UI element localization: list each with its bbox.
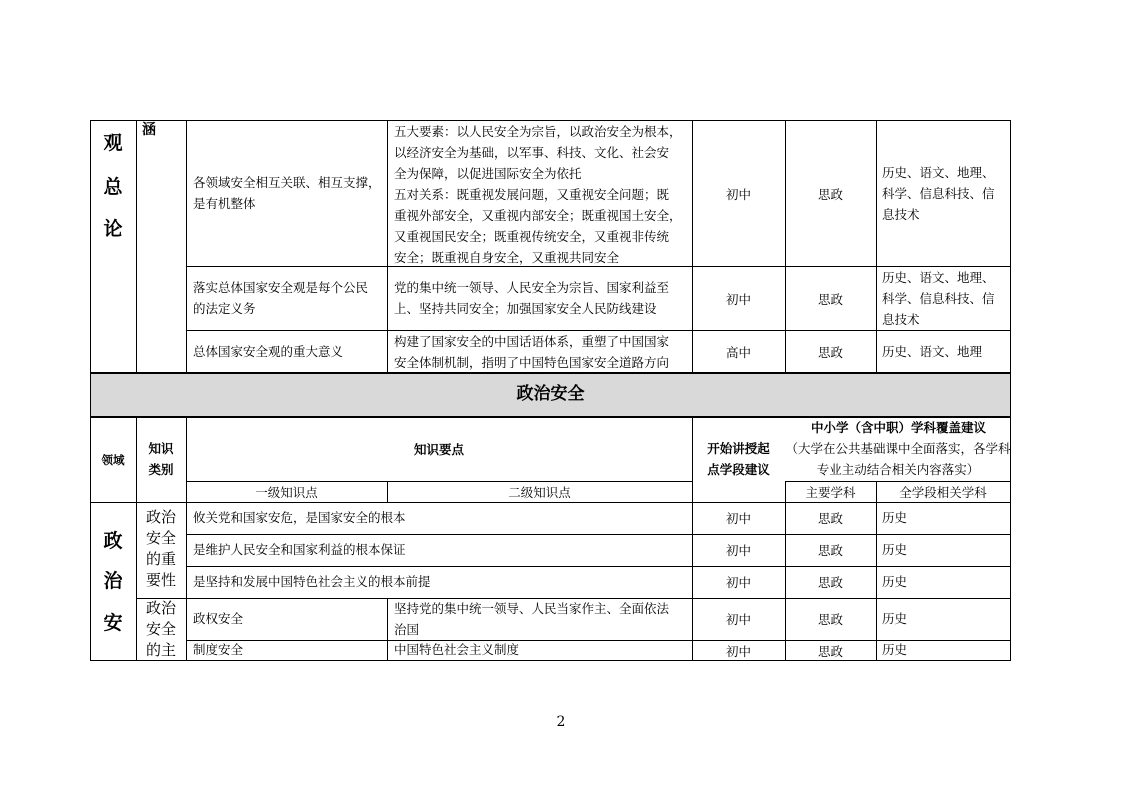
main-subject-cell: 思政 xyxy=(817,345,843,360)
stage-cell: 初中 xyxy=(725,644,751,659)
header-related-subject: 全学段相关学科 xyxy=(899,485,987,500)
stage-cell: 初中 xyxy=(725,612,751,627)
stage-cell: 初中 xyxy=(725,543,751,558)
level2-point: 五大要素：以人民安全为宗旨，以政治安全为根本， 以经济安全为基础，以军事、科技、文化、社会安 全为保障，以促进国际安全为依托 五对关系：既重视发展问题，又重视安全问题；既 重视外部安全，又重视内部安全；既重视国土安全， 又重视国民安全；既重视传统安全，又重视非传统 安全；既重视自身安全，又重视共同安全 xyxy=(394,124,682,265)
level1-point: 各领域安全相互关联、相互支撑，是有机整体 xyxy=(193,175,381,211)
level2-point: 中国特色社会主义制度 xyxy=(394,642,520,657)
stage-cell: 初中 xyxy=(725,187,751,202)
level1-point: 是维护人民安全和国家利益的根本保证 xyxy=(193,542,406,557)
page-number: 2 xyxy=(556,714,566,730)
level2-point: 党的集中统一领导、人民安全为宗旨、国家利益至 上、坚持共同安全；加强国家安全人民防线建设 xyxy=(394,280,670,316)
related-subject-cell: 历史 xyxy=(882,542,908,557)
header-level1: 一级知识点 xyxy=(255,485,318,500)
related-subject-cell: 历史 xyxy=(882,611,908,626)
stage-cell: 初中 xyxy=(725,575,751,590)
header-knowledge-points: 知识要点 xyxy=(413,442,464,457)
main-subject-cell: 思政 xyxy=(817,543,843,558)
main-subject-cell: 思政 xyxy=(817,187,843,202)
header-domain: 领域 xyxy=(101,453,125,467)
header-main-subject: 主要学科 xyxy=(805,485,856,500)
section-title: 政治安全 xyxy=(516,384,585,404)
related-subject-cell: 历史 xyxy=(882,510,908,525)
level2-point: 坚持党的集中统一领导、人民当家作主、全面依法 治国 xyxy=(394,601,670,637)
category-importance: 政治 安全 的重 要性 xyxy=(145,508,176,589)
related-subject-cell: 历史、语文、地理 xyxy=(882,344,983,359)
main-subject-cell: 思政 xyxy=(817,644,843,659)
domain-char: 论 xyxy=(103,218,123,240)
level2-point: 构建了国家安全的中国话语体系，重塑了中国国家 安全体制机制，指明了中国特色国家安全道路方向 xyxy=(394,334,670,370)
domain-char: 总 xyxy=(103,176,123,198)
level1-point: 是坚持和发展中国特色社会主义的根本前提 xyxy=(193,574,431,589)
related-subject-cell: 历史、语文、地理、 科学、信息科技、信 息技术 xyxy=(882,165,995,222)
header-coverage-title: 中小学（含中职）学科覆盖建议 xyxy=(810,420,986,435)
domain-char: 治 xyxy=(103,570,123,592)
related-subject-cell: 历史 xyxy=(882,642,908,657)
level1-point: 落实总体国家安全观是每个公民 的法定义务 xyxy=(193,280,369,316)
domain-char: 安 xyxy=(103,612,123,634)
category-main: 政治 安全 的主 xyxy=(145,599,176,659)
main-subject-cell: 思政 xyxy=(817,292,843,307)
level1-point: 攸关党和国家安危，是国家安全的根本 xyxy=(193,510,406,525)
related-subject-cell: 历史 xyxy=(882,574,908,589)
level1-point: 政权安全 xyxy=(193,611,244,626)
domain-char: 政 xyxy=(103,530,123,552)
header-stage: 开始讲授起 点学段建议 xyxy=(707,441,770,477)
level1-point: 制度安全 xyxy=(193,642,244,657)
stage-cell: 初中 xyxy=(725,292,751,307)
stage-cell: 初中 xyxy=(725,511,751,526)
header-category: 知识 类别 xyxy=(148,441,174,477)
domain-char: 观 xyxy=(103,132,123,154)
main-subject-cell: 思政 xyxy=(817,511,843,526)
main-subject-cell: 思政 xyxy=(817,575,843,590)
header-coverage-note: （大学在公共基础课中全面落实，各学科 专业主动结合相关内容落实） xyxy=(785,441,1011,477)
related-subject-cell: 历史、语文、地理、 科学、信息科技、信 息技术 xyxy=(882,270,995,327)
main-subject-cell: 思政 xyxy=(817,612,843,627)
category-char: 涵 xyxy=(142,122,156,138)
level1-point: 总体国家安全观的重大意义 xyxy=(193,344,344,359)
header-level2: 二级知识点 xyxy=(508,485,571,500)
stage-cell: 高中 xyxy=(725,345,751,360)
